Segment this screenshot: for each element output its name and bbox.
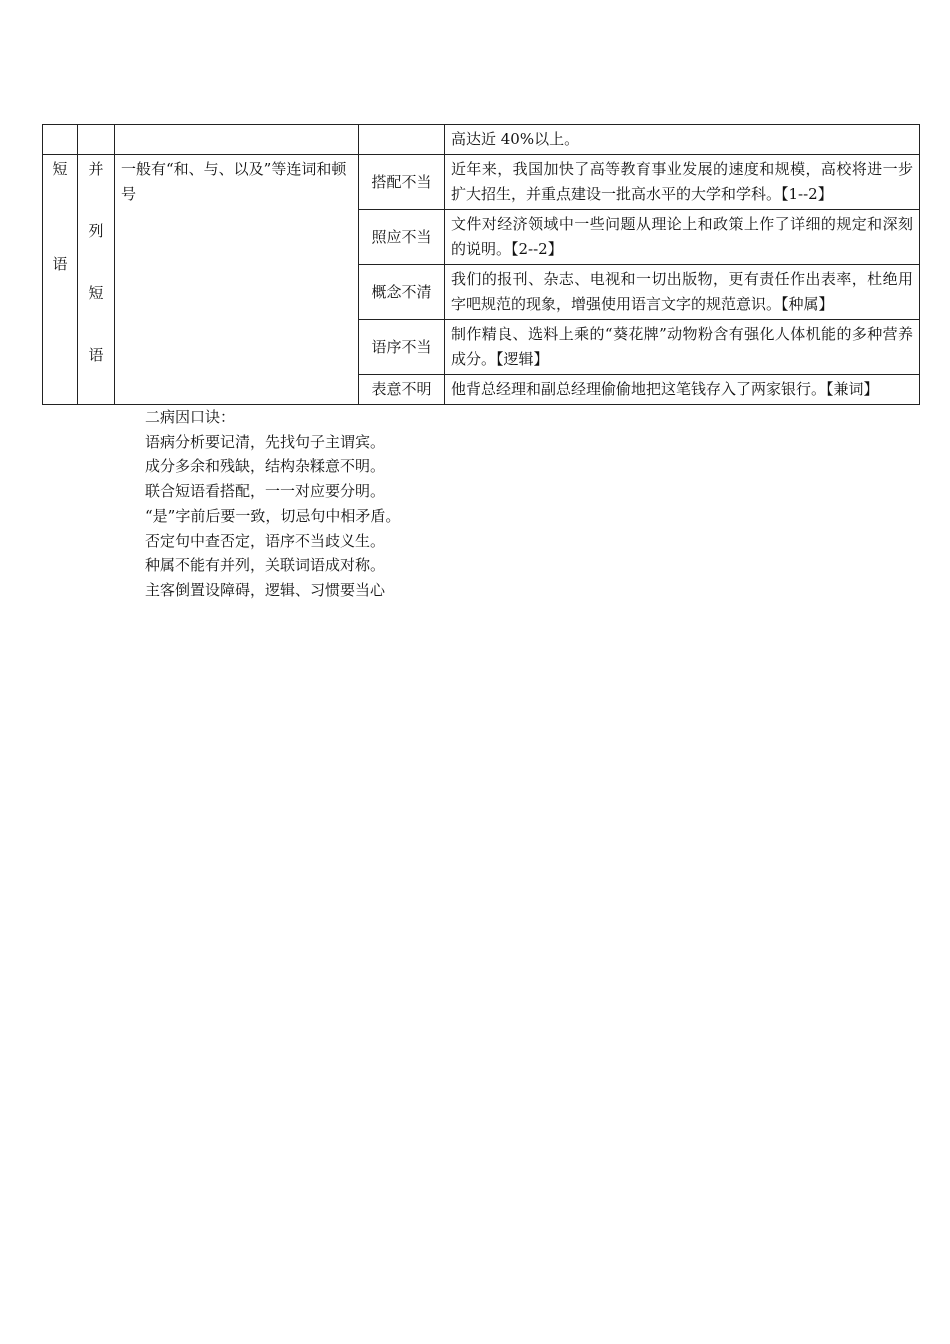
category-char: 语 (52, 255, 68, 273)
example-cell: 文件对经济领域中一些问题从理论上和政策上作了详细的规定和深刻的说明。【2--2】 (445, 210, 920, 265)
category-cell (43, 155, 78, 405)
example-cell: 他背总经理和副总经理偷偷地把这笔钱存入了两家银行。【兼词】 (445, 375, 920, 405)
subcategory-char: 语 (88, 346, 104, 364)
mnemonic-section (145, 405, 400, 603)
example-cell: 制作精良、选料上乘的“葵花牌”动物粉含有强化人体机能的多种营养成分。【逻辑】 (445, 320, 920, 375)
example-cell: 高达近 40%以上。 (445, 125, 920, 155)
mnemonic-line: 种属不能有并列，关联词语成对称。 (145, 556, 386, 575)
empty-cell (78, 125, 115, 155)
subcategory-char: 短 (88, 284, 104, 302)
subcategory-char: 列 (88, 222, 104, 240)
mnemonic-line: 否定句中查否定，语序不当歧义生。 (145, 531, 386, 550)
mnemonic-title: 二病因口诀： (145, 408, 236, 426)
mnemonic-line: 成分多余和残缺，结构杂糅意不明。 (145, 457, 386, 476)
subcategory-cell (78, 155, 115, 405)
mnemonic-line: 语病分析要记清，先找句子主谓宾。 (145, 432, 386, 451)
error-type-cell: 表意不明 (359, 375, 445, 405)
empty-cell (43, 125, 78, 155)
error-type-cell: 语序不当 (359, 320, 445, 375)
description-cell: 一般有“和、与、以及”等连词和顿号 (115, 155, 359, 405)
error-type-cell: 概念不清 (359, 265, 445, 320)
grammar-error-table (42, 124, 920, 405)
empty-cell (115, 125, 359, 155)
subcategory-char: 并 (88, 160, 104, 178)
table-row-continuation (43, 125, 920, 155)
error-type-cell: 搭配不当 (359, 155, 445, 210)
category-char: 短 (52, 160, 68, 178)
example-cell: 近年来，我国加快了高等教育事业发展的速度和规模，高校将进一步扩大招生，并重点建设一批高水平的大学和学科。【1--2】 (445, 155, 920, 210)
mnemonic-line: “是”字前后要一致，切忌句中相矛盾。 (145, 506, 401, 525)
empty-cell (359, 125, 445, 155)
example-cell: 我们的报刊、杂志、电视和一切出版物，更有责任作出表率，杜绝用字吧规范的现象，增强使用语言文字的规范意识。【种属】 (445, 265, 920, 320)
table-row (43, 155, 920, 210)
mnemonic-line: 主客倒置设障碍，逻辑、习惯要当心 (145, 580, 386, 599)
mnemonic-line: 联合短语看搭配，一一对应要分明。 (145, 482, 386, 501)
error-type-cell: 照应不当 (359, 210, 445, 265)
